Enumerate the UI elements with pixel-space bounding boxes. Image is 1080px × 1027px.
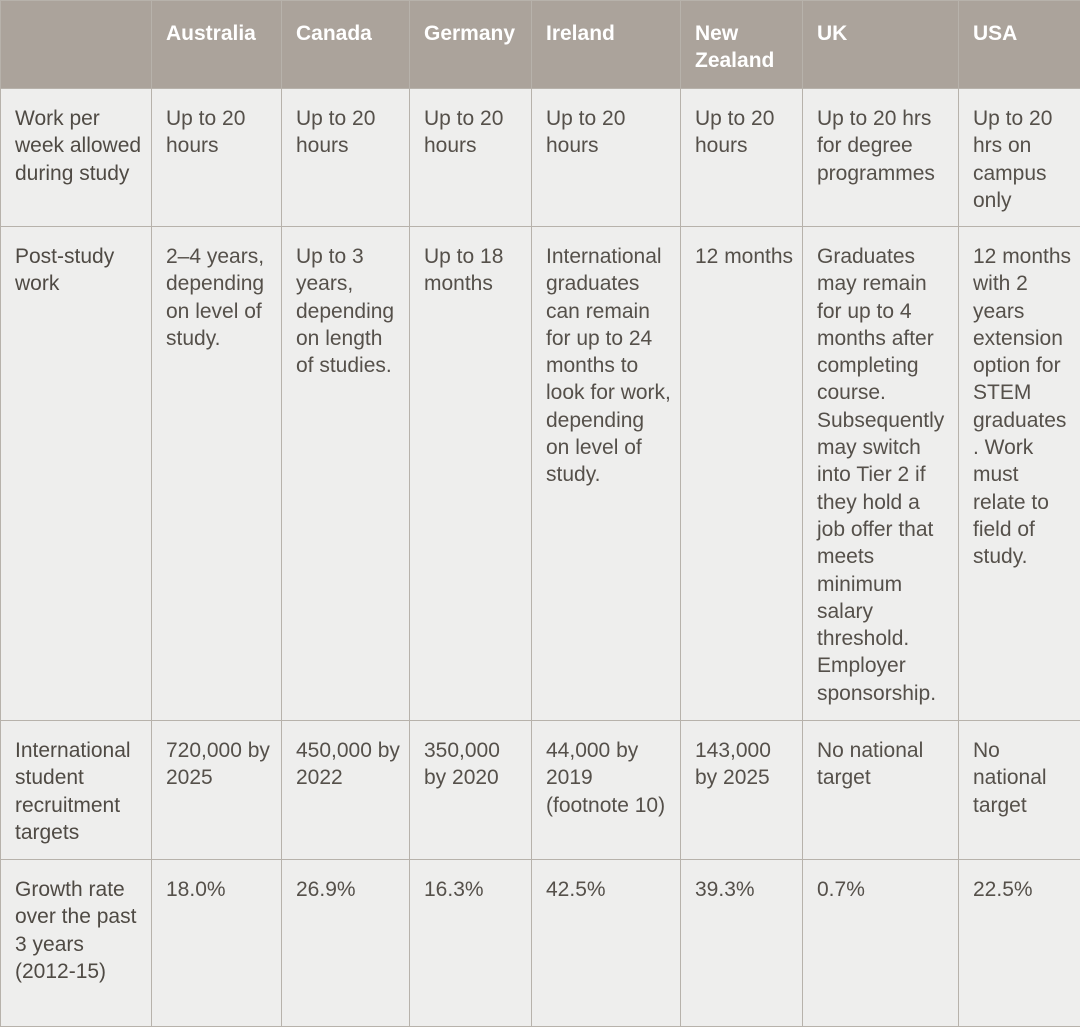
table-cell: No national target [959, 721, 1080, 860]
table-cell: 0.7% [803, 860, 959, 1027]
table-cell: 12 months [681, 227, 803, 721]
table-cell: 22.5% [959, 860, 1080, 1027]
country-header-uk: UK [803, 1, 959, 89]
table-cell: Graduates may remain for up to 4 months after completing course. Subsequently may switch into Tier 2 if they hold a job offer that meets minimum salary threshold. Employer sponsorship. [803, 227, 959, 721]
country-header-canada: Canada [282, 1, 410, 89]
table-row-work-per-week [1, 89, 1080, 227]
row-label: Post-study work [1, 227, 152, 721]
row-label: Growth rate over the past 3 years (2012-15) [1, 860, 152, 1027]
table-cell: 26.9% [282, 860, 410, 1027]
table-cell: Up to 20 hours [681, 89, 803, 227]
table-row-growth-rate [1, 860, 1080, 1027]
table-cell: Up to 20 hours [282, 89, 410, 227]
header-row [1, 1, 1080, 89]
table-cell: 18.0% [152, 860, 282, 1027]
country-header-australia: Australia [152, 1, 282, 89]
country-header-germany: Germany [410, 1, 532, 89]
table-cell: International graduates can remain for up to 24 months to look for work, depending on level of study. [532, 227, 681, 721]
table-row-recruitment-targets [1, 721, 1080, 860]
table-cell: 12 months with 2 years extension option for STEM graduates. Work must relate to field of study. [959, 227, 1080, 721]
table-cell: 44,000 by 2019 (footnote 10) [532, 721, 681, 860]
row-label: Work per week allowed during study [1, 89, 152, 227]
country-header-ireland: Ireland [532, 1, 681, 89]
table-cell: Up to 3 years, depending on length of studies. [282, 227, 410, 721]
country-header-usa: USA [959, 1, 1080, 89]
table-cell: Up to 20 hours [532, 89, 681, 227]
table-cell: 39.3% [681, 860, 803, 1027]
table-row-post-study-work [1, 227, 1080, 721]
table-cell: Up to 20 hrs on campus only [959, 89, 1080, 227]
table-cell: 2–4 years, depending on level of study. [152, 227, 282, 721]
table-cell: 720,000 by 2025 [152, 721, 282, 860]
table-cell: 42.5% [532, 860, 681, 1027]
table-cell: Up to 20 hours [410, 89, 532, 227]
row-label: International student recruitment targets [1, 721, 152, 860]
table-cell: 16.3% [410, 860, 532, 1027]
table-cell: 450,000 by 2022 [282, 721, 410, 860]
table-cell: Up to 20 hrs for degree programmes [803, 89, 959, 227]
corner-cell [1, 1, 152, 89]
table-cell: 350,000 by 2020 [410, 721, 532, 860]
table-cell: Up to 18 months [410, 227, 532, 721]
table-cell: No national target [803, 721, 959, 860]
table-cell: Up to 20 hours [152, 89, 282, 227]
table-cell: 143,000 by 2025 [681, 721, 803, 860]
country-header-new-zealand: New Zealand [681, 1, 803, 89]
